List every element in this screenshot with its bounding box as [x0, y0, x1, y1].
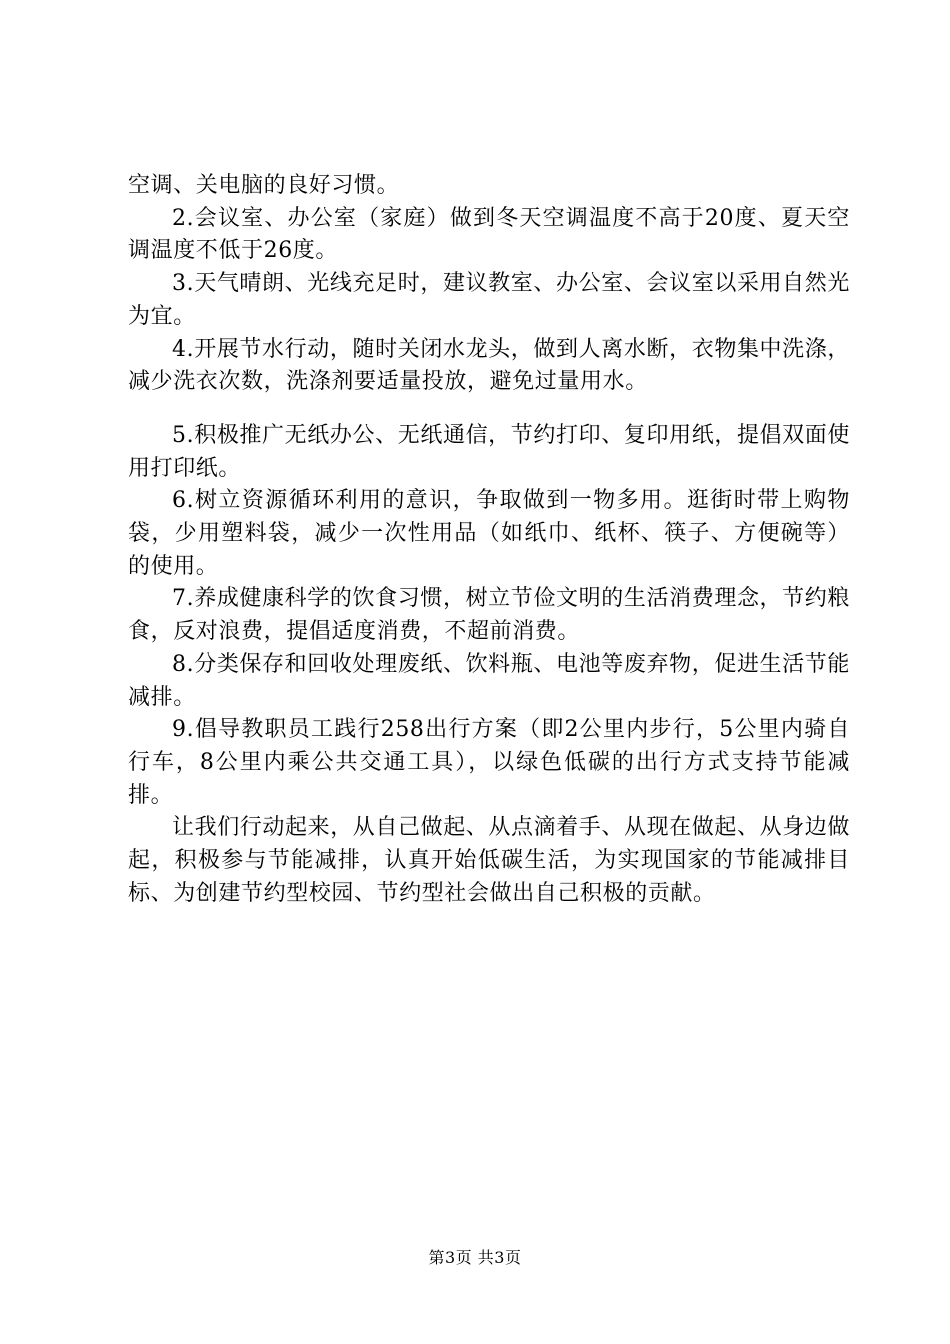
paragraph-item-4: 4.开展节水行动，随时关闭水龙头，做到人离水断，衣物集中洗涤，减少洗衣次数，洗涤剂要适量投放，避免过量用水。 — [128, 336, 850, 395]
paragraph-item-6: 6.树立资源循环利用的意识，争取做到一物多用。逛街时带上购物袋，少用塑料袋，减少一次性用品（如纸巾、纸杯、筷子、方便碗等）的使用。 — [128, 488, 850, 579]
document-body — [128, 170, 850, 910]
paragraph-item-7: 7.养成健康科学的饮食习惯，树立节俭文明的生活消费理念，节约粮食，反对浪费，提倡适度消费，不超前消费。 — [128, 586, 850, 645]
page-number-footer: 第3页 共3页 — [428, 1248, 522, 1267]
paragraph-closing: 让我们行动起来，从自己做起、从点滴着手、从现在做起、从身边做起，积极参与节能减排，认真开始低碳生活，为实现国家的节能减排目标、为创建节约型校园、节约型社会做出自己积极的贡献。 — [128, 815, 851, 906]
paragraph-item-3: 3.天气晴朗、光线充足时，建议教室、办公室、会议室以采用自然光为宜。 — [128, 271, 850, 329]
paragraph-item-2: 2.会议室、办公室（家庭）做到冬天空调温度不高于20度、夏天空调温度不低于26度。 — [128, 205, 850, 264]
paragraph-continuation: 空调、关电脑的良好习惯。 — [128, 173, 400, 198]
paragraph-item-5: 5.积极推广无纸办公、无纸通信，节约打印、复印用纸，提倡双面使用打印纸。 — [128, 422, 850, 481]
paragraph-item-9: 9.倡导教职员工践行258出行方案（即2公里内步行，5公里内骑自行车，8公里内乘公共交通工具），以绿色低碳的出行方式支持节能减排。 — [128, 717, 850, 808]
paragraph-item-8: 8.分类保存和回收处理废纸、饮料瓶、电池等废弃物，促进生活节能减排。 — [128, 651, 850, 710]
